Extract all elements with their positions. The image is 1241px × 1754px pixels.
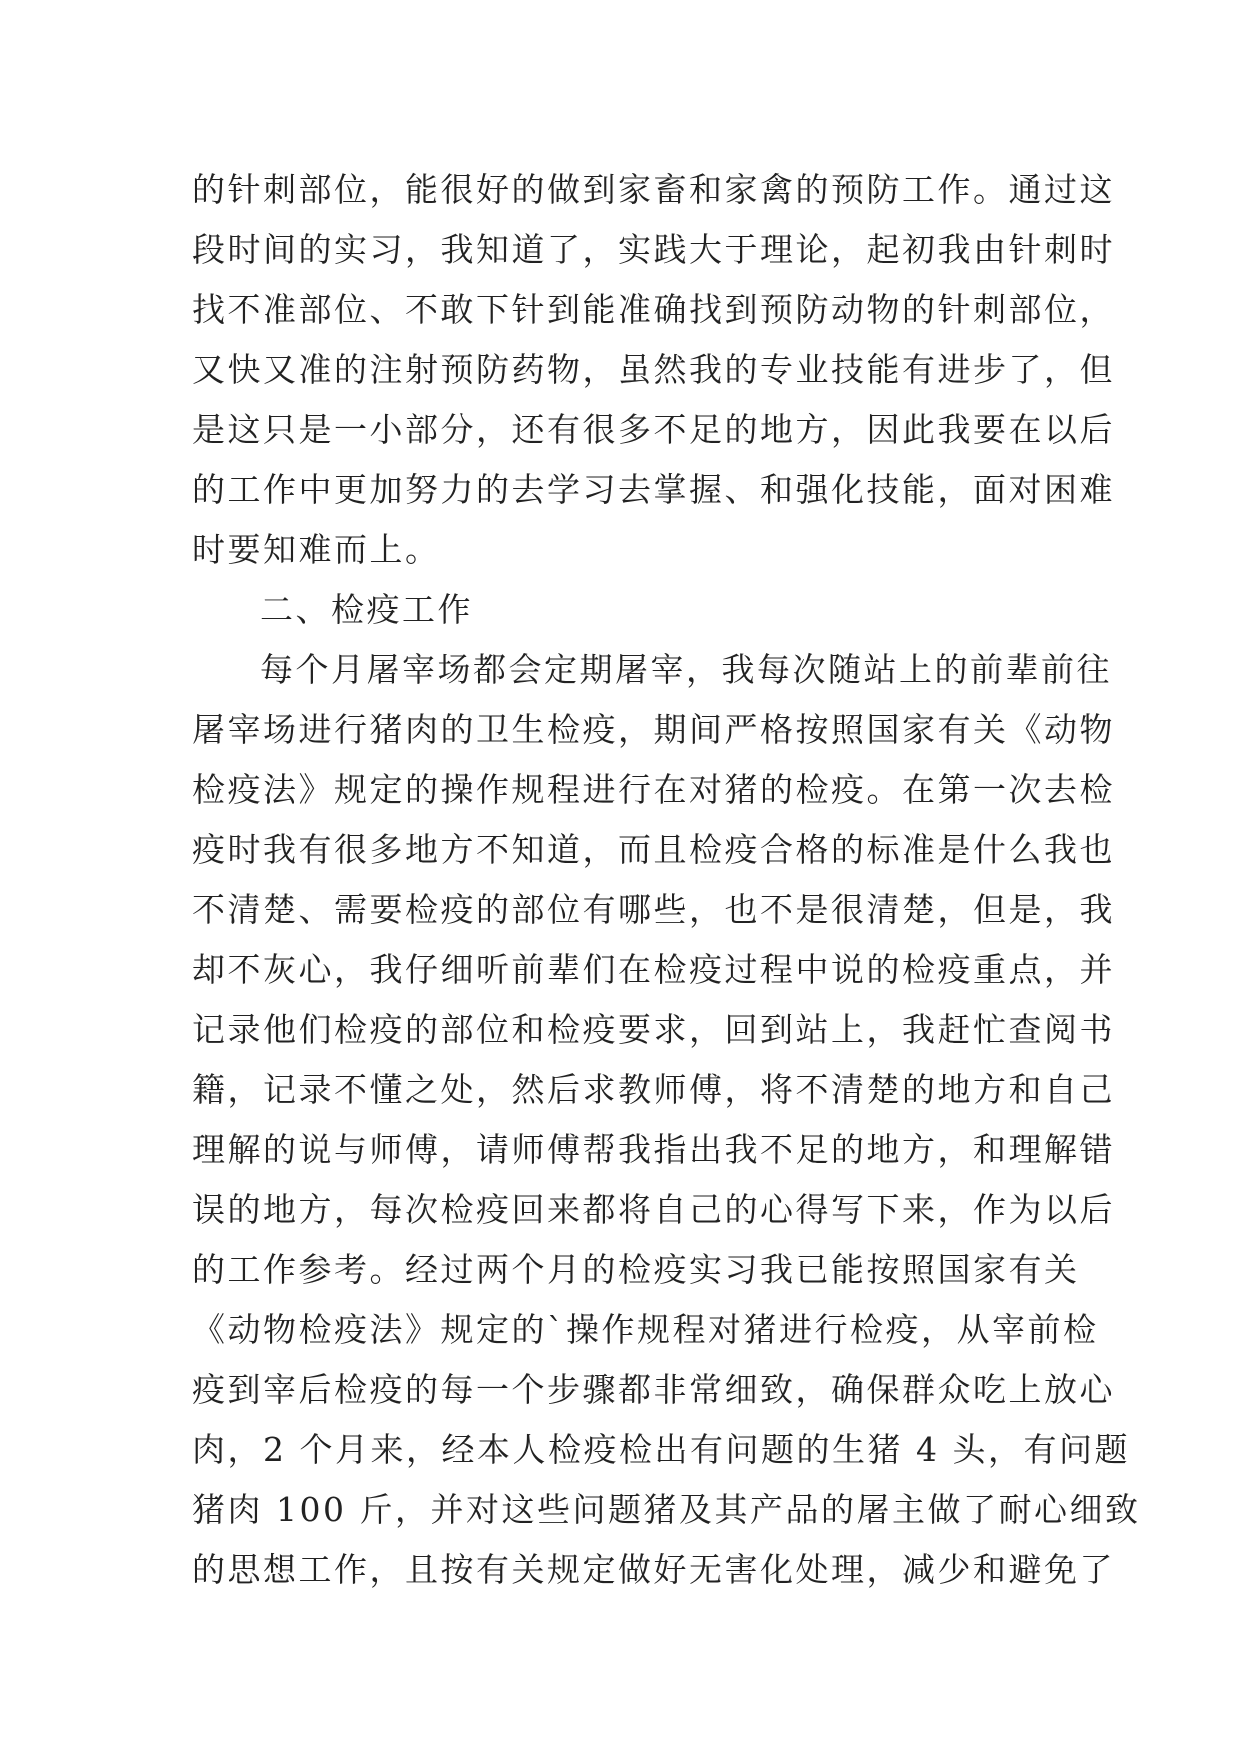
text-line: 误的地方，每次检疫回来都将自己的心得写下来，作为以后 [192,1190,1115,1229]
text-line: 屠宰场进行猪肉的卫生检疫，期间严格按照国家有关《动物 [192,710,1115,749]
text-line: 检疫法》规定的操作规程进行在对猪的检疫。在第一次去检 [192,770,1115,809]
text-line: 找不准部位、不敢下针到能准确找到预防动物的针刺部位， [192,290,1115,329]
text-line: 疫到宰后检疫的每一个步骤都非常细致，确保群众吃上放心 [192,1370,1115,1409]
body-text [192,160,1141,1600]
paragraph-start: 每个月屠宰场都会定期屠宰，我每次随站上的前辈前往 [260,650,1112,689]
text-line: 籍，记录不懂之处，然后求教师傅，将不清楚的地方和自己 [192,1070,1115,1109]
text-line: 段时间的实习，我知道了，实践大于理论，起初我由针刺时 [192,230,1115,269]
text-line: 猪肉 100 斤，并对这些问题猪及其产品的屠主做了耐心细致 [192,1490,1141,1529]
text-line: 《动物检疫法》规定的`操作规程对猪进行检疫，从宰前检 [192,1310,1099,1349]
text-line: 疫时我有很多地方不知道，而且检疫合格的标准是什么我也 [192,830,1115,869]
section-heading: 二、检疫工作 [260,590,473,629]
text-line: 的工作中更加努力的去学习去掌握、和强化技能，面对困难 [192,470,1115,509]
text-line: 的思想工作，且按有关规定做好无害化处理，减少和避免了 [192,1550,1115,1589]
text-line: 不清楚、需要检疫的部位有哪些，也不是很清楚，但是，我 [192,890,1115,929]
text-line: 的工作参考。经过两个月的检疫实习我已能按照国家有关 [192,1250,1080,1289]
text-line: 是这只是一小部分，还有很多不足的地方，因此我要在以后 [192,410,1115,449]
text-line: 却不灰心，我仔细听前辈们在检疫过程中说的检疫重点，并 [192,950,1115,989]
text-line: 记录他们检疫的部位和检疫要求，回到站上，我赶忙查阅书 [192,1010,1115,1049]
text-line: 时要知难而上。 [192,530,441,569]
text-line: 的针刺部位，能很好的做到家畜和家禽的预防工作。通过这 [192,170,1115,209]
text-line: 肉，2 个月来，经本人检疫检出有问题的生猪 4 头，有问题 [192,1430,1130,1469]
text-line: 理解的说与师傅，请师傅帮我指出我不足的地方，和理解错 [192,1130,1115,1169]
text-line: 又快又准的注射预防药物，虽然我的专业技能有进步了，但 [192,350,1115,389]
